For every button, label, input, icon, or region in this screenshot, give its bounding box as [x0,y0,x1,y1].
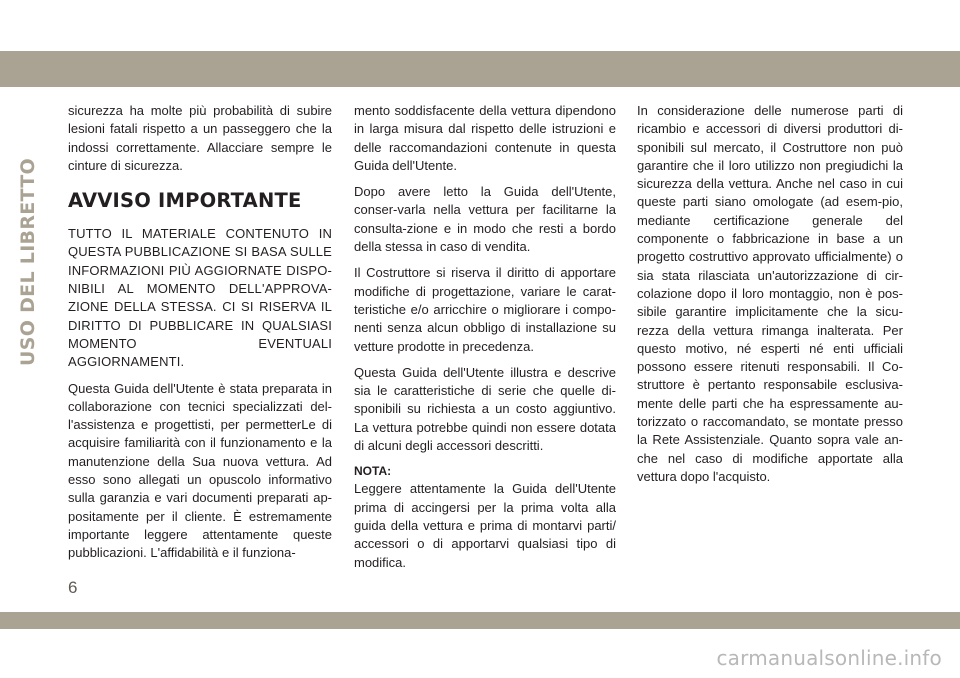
guide-paragraph: Questa Guida dell'Utente è stata preparata in collaborazione con tecnici specializzati del-l'assistenza e progettisti, per permetterLe di acquisire familiarità con il funzionamento e la manutenzione della Sua nuova vettura. Ad esso sono allegati un opuscolo informativo sulla garanzia e vari documenti preparati ap-positamente per il cliente. È estremamente importante leggere attentamente queste pubblicazioni. L'affidabilità e il funziona- [68,380,332,561]
top-header-band [0,51,960,87]
note-label: NOTA: [354,464,392,479]
bottom-footer-band [0,612,960,629]
paragraph-continuation: mento soddisfacente della vettura dipendono in larga misura dal rispetto delle istruzioni e delle raccomandazioni contenute in questa Guida dell'Utente. [354,103,616,173]
caps-notice-paragraph: TUTTO IL MATERIALE CONTENUTO IN QUESTA PUBBLICAZIONE SI BASA SULLE INFORMAZIONI PIÙ AGGIORNATE DISPO-NIBILI AL MOMENTO DELL'APPROVA-ZIONE DELLA STESSA. CI SI RISERVA IL DIRITTO DI PUBBLICARE IN QUALSIASI MOMENTO EVENTUALI AGGIORNAMENTI. [68,226,332,370]
side-section-title-text: USO DEL LIBRETTO [17,158,39,366]
text-column-2 [354,102,616,580]
paragraph-spare-parts: In considerazione delle numerose parti di ricambio e accessori di diversi produttori di-sponibili sul mercato, il Costruttore non può garantire che il loro utilizzo non pregiudichi la sicurezza della vettura. Anche nel caso in cui queste parti siano omologate (ad esem-pio, mediante certificazione generale del componente o fabbricazione in base a un progetto costruttivo approvato ufficialmente) o sia stata rilasciata un'autorizzazione di cir-colazione dopo il loro montaggio, non è pos-sibile garantire implicitamente che la sicu-rezza della vettura rimanga inalterata. Per questo motivo, né esperti né enti ufficiali possono essere ritenuti responsabili. Il Co-struttore è pertanto responsabile esclusiva-mente delle parti che ha espressamente au-torizzato o raccomandato, se montate presso la Rete Assistenziale. Quanto sopra vale an-che nel caso di modifiche apportate alla vettura dopo l'acquisto. [637,103,903,484]
note-text: Leggere attentamente la Guida dell'Utente prima di accingersi per la prima volta alla guida della vettura e prima di montarvi parti/ accessori o di apportarvi qualsiasi tipo di modifica. [354,481,616,570]
page-number: 6 [68,578,78,597]
intro-paragraph: sicurezza ha molte più probabilità di subire lesioni fatali rispetto a un passeggero che la indossi correttamente. Allacciare sempre le cinture di sicurezza. [68,103,332,173]
text-column-1 [68,102,332,571]
paragraph-keep-guide: Dopo avere letto la Guida dell'Utente, conser-varla nella vettura per facilitarne la consulta-zione e in modo che resti a bordo della stessa in caso di vendita. [354,184,616,255]
paragraph-modifications: Il Costruttore si riserva il diritto di apportare modifiche di progettazione, variare le carat-teristiche e/o arricchire o migliorare i compo-nenti senza alcun obbligo di installazione su vetture prodotte in precedenza. [354,265,616,354]
paragraph-features: Questa Guida dell'Utente illustra e descrive sia le caratteristiche di serie che quelle di-sponibili su richiesta a un costo aggiuntivo. La vettura potrebbe quindi non essere dotata di alcuni degli accessori descritti. [354,364,616,454]
section-heading: AVVISO IMPORTANTE [68,189,302,213]
text-column-3 [637,102,903,494]
watermark-text: carmanualsonline.info [716,646,942,670]
